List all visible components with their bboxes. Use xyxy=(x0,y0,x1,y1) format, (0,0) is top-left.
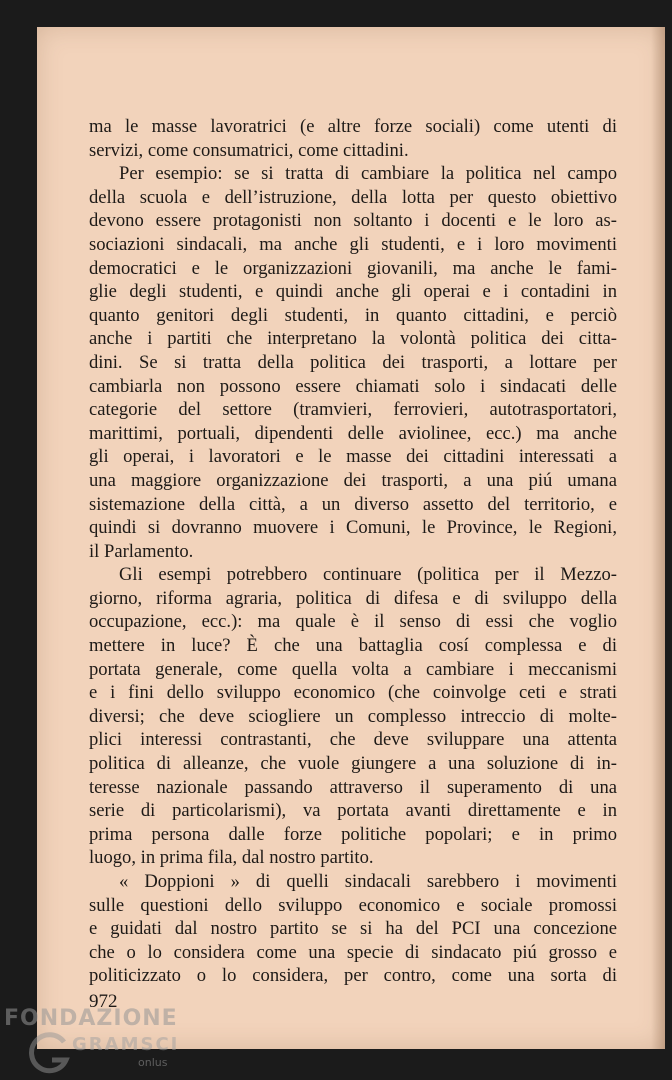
text-line: e guidati dal nostro partito se si ha del PCI una concezione xyxy=(89,918,617,940)
text-line: plici interessi contrastanti, che deve sviluppare una attenta xyxy=(89,729,617,751)
text-line: luogo, in prima fila, dal nostro partito. xyxy=(89,847,374,869)
watermark-logo xyxy=(0,1004,200,1080)
text-line: una maggiore organizzazione dei trasporti, a una piú umana xyxy=(89,469,617,491)
text-line: il Parlamento. xyxy=(89,540,194,562)
text-line: politicizzato o lo considera, per contro, come una sorta di xyxy=(89,965,617,987)
text-line: serie di particolarismi), va portata avanti direttamente e in xyxy=(89,800,617,822)
text-line: Per esempio: se si tratta di cambiare la politica nel campo xyxy=(119,163,617,185)
text-line: devono essere protagonisti non soltanto i docenti e le loro as- xyxy=(89,210,617,232)
text-line: Gli esempi potrebbero continuare (politica per il Mezzo- xyxy=(119,564,617,586)
watermark-line2: GRAMSCI xyxy=(72,1034,180,1055)
text-line: servizi, come consumatrici, come cittadini. xyxy=(89,139,409,161)
gramsci-logo-icon xyxy=(28,1032,72,1076)
text-line: marittimi, portuali, dipendenti delle aviolinee, ecc.) ma anche xyxy=(89,422,617,444)
book-page xyxy=(37,27,665,1049)
text-line: cambiarla non possono essere chiamati solo i sindacati delle xyxy=(89,375,617,397)
text-line: diversi; che deve sciogliere un complesso intreccio di molte- xyxy=(89,705,617,727)
text-line: categorie del settore (tramvieri, ferrovieri, autotrasportatori, xyxy=(89,399,617,421)
text-line: portata generale, come quella volta a cambiare i meccanismi xyxy=(89,658,617,680)
text-line: mettere in luce? È che una battaglia cosí complessa e di xyxy=(89,635,617,657)
text-line: quanto genitori degli studenti, in quanto cittadini, e perciò xyxy=(89,304,617,326)
text-line: gli operai, i lavoratori e le masse dei cittadini interessati a xyxy=(89,446,617,468)
text-line: politica di alleanze, che vuole giungere a una soluzione di in- xyxy=(89,753,617,775)
text-line: « Doppioni » di quelli sindacali sarebbero i movimenti xyxy=(119,871,617,892)
text-line: che o lo considera come una specie di sindacato piú grosso e xyxy=(89,941,617,963)
text-line: dini. Se si tratta della politica dei trasporti, a lottare per xyxy=(89,351,617,373)
text-line: giorno, riforma agraria, politica di difesa e di sviluppo della xyxy=(89,587,617,609)
text-line: ma le masse lavoratrici (e altre forze sociali) come utenti di xyxy=(89,116,617,137)
text-line: e i fini dello sviluppo economico (che coinvolge ceti e strati xyxy=(89,682,617,704)
page-number: 972 xyxy=(89,991,118,1012)
text-line: quindi si dovranno muovere i Comuni, le Province, le Regioni, xyxy=(89,517,617,539)
watermark-sub: onlus xyxy=(138,1056,168,1069)
text-line: teresse nazionale passando attraverso il superamento di una xyxy=(89,776,617,798)
text-line: democratici e le organizzazioni giovanili, ma anche le fami- xyxy=(89,257,617,279)
text-line: della scuola e dell’istruzione, della lotta per questo obiettivo xyxy=(89,186,617,208)
text-line: sistemazione della città, a un diverso assetto del territorio, e xyxy=(89,493,617,515)
text-line: anche i partiti che interpretano la volontà politica dei citta- xyxy=(89,328,617,350)
text-line: sulle questioni dello sviluppo economico e sociale promossi xyxy=(89,894,617,916)
text-line: glie degli studenti, e quindi anche gli operai e i contadini in xyxy=(89,281,617,303)
text-line: sociazioni sindacali, ma anche gli studenti, e i loro movimenti xyxy=(89,233,617,255)
text-line: prima persona dalle forze politiche popolari; e in primo xyxy=(89,823,617,845)
page-body xyxy=(89,115,617,988)
watermark-line1: FONDAZIONE xyxy=(4,1006,178,1031)
text-line: occupazione, ecc.): ma quale è il senso di essi che voglio xyxy=(89,611,617,633)
